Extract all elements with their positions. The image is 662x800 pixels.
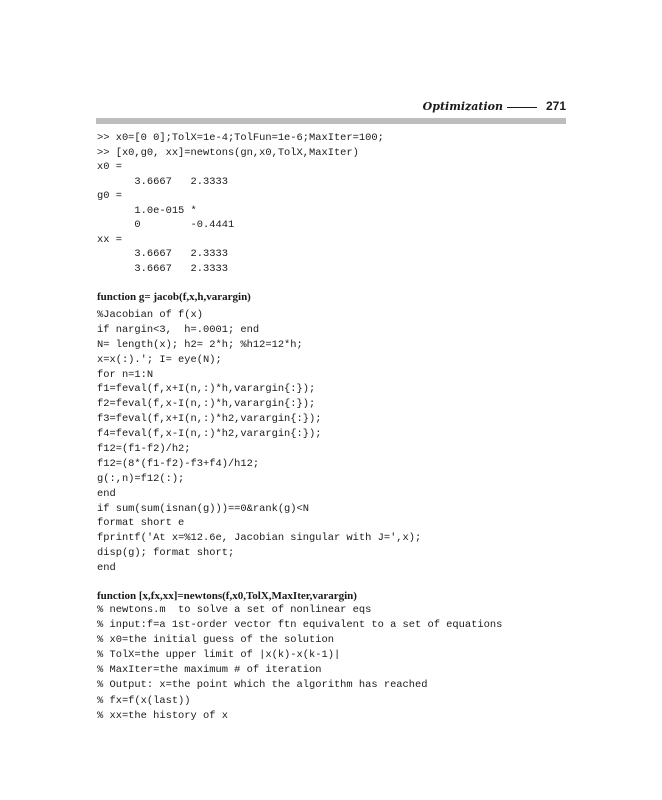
matlab-session-code xyxy=(97,131,384,276)
code-line: 3.6667 2.3333 xyxy=(97,262,228,275)
newtons-function-code xyxy=(97,603,502,724)
jacob-function-heading: function g= jacob(f,x,h,varargin) xyxy=(97,291,251,303)
code-line: %Jacobian of f(x) xyxy=(97,309,204,321)
code-line: % newtons.m to solve a set of nonlinear eqs xyxy=(97,604,372,616)
code-line: end xyxy=(97,562,116,575)
code-line: format short e xyxy=(97,517,185,530)
code-line: f4=feval(f,x-I(n,:)*h2,varargin{:}); xyxy=(97,428,322,441)
code-line: % TolX=the upper limit of |x(k)-x(k-1)| xyxy=(97,649,341,662)
header-dash xyxy=(507,107,537,108)
code-line: % xx=the history of x xyxy=(97,709,228,722)
jacob-function-code xyxy=(97,308,421,576)
code-line: g(:,n)=f12(:); xyxy=(97,472,185,485)
code-line: for n=1:N xyxy=(97,368,154,381)
code-line: 0 -0.4441 xyxy=(97,219,235,231)
code-line: disp(g); format short; xyxy=(97,547,235,560)
code-line: xx = xyxy=(97,233,122,246)
code-line: f2=feval(f,x-I(n,:)*h,varargin{:}); xyxy=(97,398,316,411)
code-line: N= length(x); h2= 2*h; %h12=12*h; xyxy=(97,338,303,351)
newtons-function-heading: function [x,fx,xx]=newtons(f,x0,TolX,MaxIter,varargin) xyxy=(97,590,357,602)
code-line: % x0=the initial guess of the solution xyxy=(97,634,334,647)
code-line: g0 = xyxy=(97,190,122,202)
code-line: f12=(8*(f1-f2)-f3+f4)/h12; xyxy=(97,457,260,470)
code-line: if sum(sum(isnan(g)))==0&rank(g)<N xyxy=(97,502,310,515)
code-line: f12=(f1-f2)/h2; xyxy=(97,443,191,456)
code-line: % input:f=a 1st-order vector ftn equivalent to a set of equations xyxy=(97,619,503,632)
code-line: x=x(:).'; I= eye(N); xyxy=(97,353,222,366)
chapter-title: Optimization xyxy=(423,100,537,113)
code-line: end xyxy=(97,487,116,500)
code-line: x0 = xyxy=(97,161,122,173)
code-line: f1=feval(f,x+I(n,:)*h,varargin{:}); xyxy=(97,383,316,396)
page-number: 271 xyxy=(545,99,566,113)
code-line: % MaxIter=the maximum # of iteration xyxy=(97,664,322,677)
header-rule xyxy=(96,118,566,124)
code-line: % fx=f(x(last)) xyxy=(97,694,191,707)
code-line: fprintf('At x=%12.6e, Jacobian singular with J=',x); xyxy=(97,532,422,545)
code-line: 3.6667 2.3333 xyxy=(97,175,228,188)
code-line: 3.6667 2.3333 xyxy=(97,248,228,260)
code-line: 1.0e-015 * xyxy=(97,204,197,217)
code-line: >> [x0,g0, xx]=newtons(gn,x0,TolX,MaxIter) xyxy=(97,146,359,159)
code-line: f3=feval(f,x+I(n,:)*h2,varargin{:}); xyxy=(97,413,322,426)
code-line: if nargin<3, h=.0001; end xyxy=(97,323,260,336)
running-header xyxy=(96,98,566,118)
code-line: >> x0=[0 0];TolX=1e-4;TolFun=1e-6;MaxIter=100; xyxy=(97,132,384,144)
code-line: % Output: x=the point which the algorithm has reached xyxy=(97,679,428,692)
